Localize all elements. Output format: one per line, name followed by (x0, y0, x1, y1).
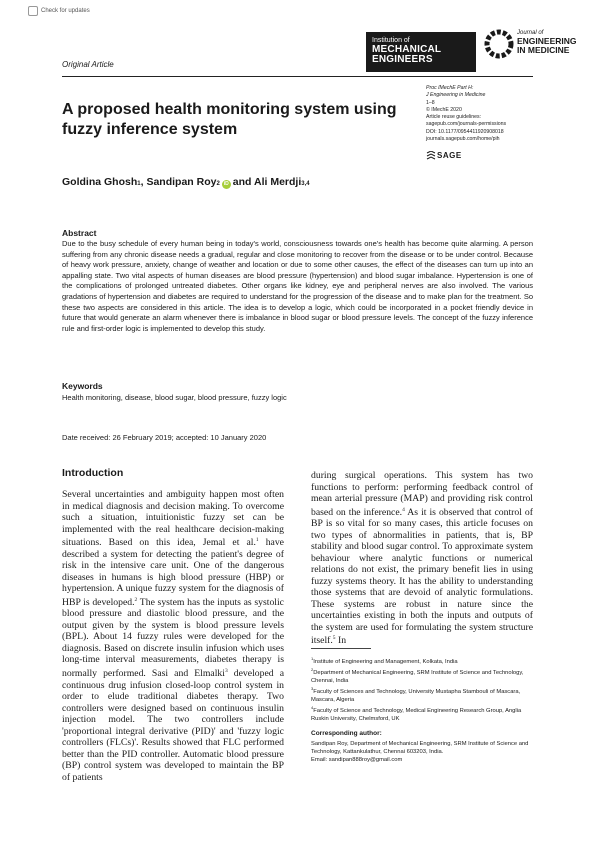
affiliation-text: Department of Mechanical Engineering, SRM Institute of Science and Technology, Chennai, India (311, 669, 524, 684)
body-text: In (335, 635, 347, 647)
meta-line: 1–8 (426, 99, 435, 106)
corresponding-details (311, 740, 533, 764)
affiliation-text: Faculty of Science and Technology, Medical Engineering Research Group, Anglia Ruskin University, Chelmsford, UK (311, 707, 522, 722)
publisher-logo-line2: MECHANICAL (372, 44, 442, 55)
meta-line: © IMechE 2020 (426, 106, 462, 113)
journal-logo (482, 27, 582, 77)
citation-ref[interactable]: 4 (402, 506, 405, 513)
body-column-right (311, 470, 533, 647)
meta-line: J Engineering in Medicine (426, 92, 486, 99)
body-text: The system has the inputs as systolic blood pressure and diastolic blood pressure, and the output given by the system is blood pressure levels (BPL). About 14 fuzzy rules were developed for the diagnosis. Based on discrete insulin infusion which uses long-time interval measurements, diabetes therapy is normally performed. Sasi and Elmalki (62, 596, 284, 680)
affiliation-text: Faculty of Sciences and Technology, University Mustapha Stambouli of Mascara, Mascara, Algeria (311, 688, 521, 703)
author-affiliation: 1 (137, 181, 141, 187)
meta-line[interactable]: sagepub.com/journals-permissions (426, 121, 507, 128)
journal-logo-line3: IN MEDICINE (517, 45, 570, 55)
meta-line[interactable]: DOI: 10.1177/0954411920908018 (426, 128, 504, 135)
author-name: Goldina Ghosh (62, 176, 138, 188)
body-text: during surgical operations. This system has two functions to perform: performing feedback control of mean arterial pressure (MAP) and providing risk control based on the inference. (311, 470, 533, 518)
journal-logo-line2: ENGINEERING (517, 36, 577, 46)
affiliation-number: 4 (311, 704, 314, 710)
corresponding-heading: Corresponding author: (311, 730, 382, 737)
affiliations (311, 655, 533, 723)
body-text: have described a system for detecting the patient's degree of risk in the intensive care unit. One of the dangerous diseases in humans is high blood pressure (HBP) or hypertension. A unique fuzzy system for the diagnosis of HBP is developed. (62, 537, 284, 608)
author-name: and Ali Merdji (232, 176, 302, 188)
affiliation-item (311, 655, 533, 666)
affiliation-text: Institute of Engineering and Management, Kolkata, India (313, 658, 458, 665)
publisher-logo-name (372, 45, 441, 65)
journal-logo-name (517, 37, 577, 55)
introduction-heading: Introduction (62, 467, 124, 479)
body-text: developed a continuous drug infusion closed-loop control system in order to elude traditional diabetes therapy. Two controllers were designed based on continuous insulin injection model. The two controllers include 'proportional integral derivative (PID)' and 'fuzzy logic controllers (FLCs)'. Results showed that FLC performed better than the PID controller. Automatic blood pressure (BP) control system was developed to maintain the BP of patients (62, 668, 284, 783)
affiliation-item (311, 704, 533, 723)
affiliation-item (311, 666, 533, 685)
meta-line: Proc IMechE Part H: (426, 85, 474, 91)
keywords-heading: Keywords (62, 381, 103, 391)
author-name: Sandipan Roy (146, 176, 217, 188)
citation-ref[interactable]: 1 (255, 537, 259, 543)
keywords-text: Health monitoring, disease, blood sugar, blood pressure, fuzzy logic (62, 393, 287, 402)
sage-label: SAGE (437, 151, 462, 160)
citation-ref[interactable]: 3 (224, 667, 228, 674)
meta-line[interactable]: journals.sagepub.com/home/pih (426, 136, 500, 143)
corresponding-email[interactable]: Email: sandipan888roy@gmail.com (311, 757, 403, 763)
body-text: Several uncertainties and ambiguity happen most often in medical diagnosis and decision making. To overcome such a situation, intuitionistic fuzzy set can be implemented with the real healthcare decision-making situations. Based on this idea, Jemal et al. (62, 489, 284, 549)
corresponding-address: Sandipan Roy, Department of Mechanical Engineering, SRM Institute of Science and Technology, Kattankulathur, Chennai 603203, India. (311, 741, 529, 755)
orcid-icon[interactable]: iD (223, 181, 229, 187)
publisher-logo (366, 32, 476, 72)
crossmark-icon (28, 6, 38, 16)
meta-line: Article reuse guidelines: (426, 114, 482, 121)
dates-text: Date received: 26 February 2019; accepted: 10 January 2020 (62, 433, 267, 442)
body-text: As it is observed that control of BP is so vital for so many cases, this article focuses on two types of abnormalities in patients, that is, BP stability and blood sugar control. To approximate system behaviour where analytic functions or numerical relations do not exist, the primary benefit lies in using fuzzy systems theory. It has the ability to understanding those systems that are devoid of analytic formulations. These systems are robust in nature since the uncertainties existing in both the inputs and outputs of the system are used for formulating the system structure itself. (311, 506, 533, 647)
footnote-rule (311, 648, 371, 649)
journal-meta (426, 85, 546, 143)
author-list: Goldina Ghosh 1 , Sandipan Roy 2 iD and Ali Merdji 3,4 (62, 176, 310, 188)
author-affiliation: 2 (216, 181, 220, 187)
article-type: Original Article (62, 60, 114, 69)
body-column-left (62, 489, 284, 783)
author-affiliation: 3,4 (301, 181, 310, 187)
crossmark-label: Check for updates (41, 8, 90, 14)
affiliation-number: 1 (311, 656, 314, 661)
citation-ref[interactable]: 5 (332, 635, 336, 642)
journal-logo-line1: Journal of (517, 30, 544, 36)
crossmark[interactable] (28, 6, 90, 16)
abstract-heading: Abstract (62, 228, 97, 238)
affiliation-number: 2 (311, 666, 314, 672)
affiliation-number: 3 (311, 685, 314, 691)
gear-icon (482, 27, 516, 61)
header-rule (62, 76, 533, 77)
paper-title: A proposed health monitoring system using fuzzy inference system (62, 101, 397, 138)
sage-arrows-icon (426, 151, 436, 160)
publisher-logo-line1: Institution of (372, 37, 410, 44)
abstract-text: Due to the busy schedule of every human being in today's world, consciousness towards one's health has become quite alarming. A person suffering from any chronic disease needs a gradual, regular and close monitoring to recover from the disease or to be under control. Because of heavy work pressure, anxiety, change of weather and location or due to some other causes, the effect of the diseases can turn up into an appalling state. Two vital aspects of human diseases are blood pressure (hypertension) and blood sugar imbalance. Hypertension is one of the complications of prolonged untreated diabetes. Other organs like kidney, eye and peripheral nerves are also involved. The various gradations of hypertension and diabetes are required to understand for the progression of the disease and to make plan for the treatment. So these two aspects are considered in this article. The idea is to develop a logic, which could be incorporated in a pocket friendly device in future that would generate an alarm whenever there is imbalance in blood sugar or blood pressure levels. The concept of the fuzzy inference rule and first-order logic is implemented to develop this study. (62, 239, 533, 333)
publisher-logo-line3: ENGINEERS (372, 54, 433, 65)
citation-ref[interactable]: 2 (134, 596, 138, 603)
affiliation-item (311, 685, 533, 704)
sage-logo (426, 151, 462, 160)
